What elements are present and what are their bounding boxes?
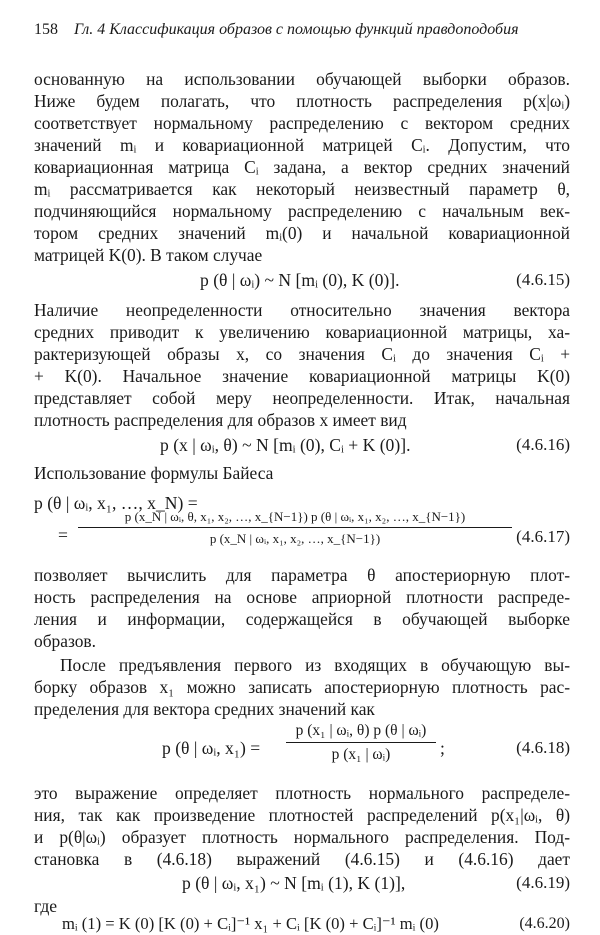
equation-4-6-17-fraction <box>78 508 512 547</box>
equation-4-6-19: p (θ | ωᵢ, x₁) ~ N [mᵢ (1), K (1)], <box>182 873 406 893</box>
fraction-denominator: p (x₁ | ωᵢ) <box>286 742 436 764</box>
equation-number: (4.6.19) <box>516 873 570 892</box>
fraction-numerator: p (x₁ | ωᵢ, θ) p (θ | ωᵢ) <box>295 722 427 739</box>
paragraph-line: основанную на использовании обучающей выборки образов. <box>34 69 570 89</box>
paragraph-line: и p(θ|ωᵢ) образует плотность нормального распределения. Под- <box>34 827 570 847</box>
paragraph-line: плотность распределения для образов x имеет вид <box>34 410 407 430</box>
paragraph-line: средних приводит к увеличению ковариационной матрицы, ха- <box>34 322 570 342</box>
paragraph-line: ния, так как произведение плотностей распределений p(x₁|ωᵢ, θ) <box>34 805 570 825</box>
paragraph-line: матрицей K(0). В таком случае <box>34 245 263 265</box>
paragraph-line: ность распределения на основе априорной плотности распреде- <box>34 587 570 607</box>
paragraph-line: подчиняющийся нормальному распределению с начальным век- <box>34 201 570 221</box>
running-head <box>34 20 574 40</box>
paragraph-line: mᵢ рассматривается как некоторый неизвестный параметр θ, <box>34 179 570 199</box>
equation-4-6-16: p (x | ωᵢ, θ) ~ N [mᵢ (0), Cᵢ + K (0)]. <box>160 435 411 455</box>
paragraph-line: ления и информации, содержащейся в обучающей выборке <box>34 609 570 629</box>
paragraph-line: Наличие неопределенности относительно значения вектора <box>34 300 570 320</box>
equation-4-6-18-lhs: p (θ | ωᵢ, x₁) = <box>162 738 261 758</box>
paragraph-line: Ниже будем полагать, что плотность распределения p(x|ωᵢ) <box>34 91 570 111</box>
equation-semicolon: ; <box>440 738 445 758</box>
equation-equals-sign: = <box>58 525 68 545</box>
paragraph-line: борку образов x₁ можно записать апостериорную плотность рас- <box>34 677 570 697</box>
paragraph-line: это выражение определяет плотность нормального распределе- <box>34 783 570 803</box>
equation-number: (4.6.16) <box>516 435 570 454</box>
paragraph-line: После предъявления первого из входящих в обучающую вы- <box>60 655 570 675</box>
paragraph-line: Использование формулы Байеса <box>34 463 274 483</box>
paragraph-line: тором средних значений mᵢ(0) и начальной ковариационной <box>34 223 570 243</box>
page-number: 158 <box>34 21 58 38</box>
paragraph-line: + K(0). Начальное значение ковариационной матрицы K(0) <box>34 366 570 386</box>
equation-4-6-17-lhs: p (θ | ωᵢ, x₁, …, x_N) = <box>34 493 198 513</box>
paragraph-line: позволяет вычислить для параметра θ апостериорную плот- <box>34 565 570 585</box>
where-word: где <box>34 896 58 916</box>
equation-number: (4.6.18) <box>516 738 570 757</box>
paragraph-line: соответствует нормальному распределению с вектором средних <box>34 113 570 133</box>
paragraph-line: ковариационная матрица Cᵢ задана, а вектор средних значений <box>34 157 570 177</box>
equation-4-6-15: p (θ | ωᵢ) ~ N [mᵢ (0), K (0)]. <box>200 270 400 290</box>
equation-number: (4.6.15) <box>516 270 570 289</box>
paragraph-line: образов. <box>34 631 96 651</box>
equation-number: (4.6.17) <box>516 527 570 546</box>
fraction-numerator: p (x_N | ωᵢ, θ, x₁, x₂, …, x_{N−1}) p (θ | ωᵢ, x₁, x₂, …, x_{N−1}) <box>124 509 466 524</box>
paragraph-line: представляет собой меру неопределенности. Итак, начальная <box>34 388 570 408</box>
paragraph-line: рактеризующей образы x, со значения Cᵢ до значения Cᵢ + <box>34 344 570 364</box>
paragraph-line: значений mᵢ и ковариационной матрицей Cᵢ. Допустим, что <box>34 135 570 155</box>
paragraph-line: пределения для вектора средних значений как <box>34 699 375 719</box>
paragraph-line: становка в (4.6.18) выражений (4.6.15) и (4.6.16) дает <box>34 849 570 869</box>
equation-4-6-18-fraction <box>286 721 436 764</box>
equation-4-6-20: mᵢ (1) = K (0) [K (0) + Cᵢ]⁻¹ x₁ + Cᵢ [K (0) + Cᵢ]⁻¹ mᵢ (0) <box>62 914 439 933</box>
fraction-denominator: p (x_N | ωᵢ, x₁, x₂, …, x_{N−1}) <box>78 527 512 547</box>
chapter-title: Гл. 4 Классификация образов с помощью функций правдоподобия <box>74 21 519 38</box>
equation-number: (4.6.20) <box>519 915 570 932</box>
